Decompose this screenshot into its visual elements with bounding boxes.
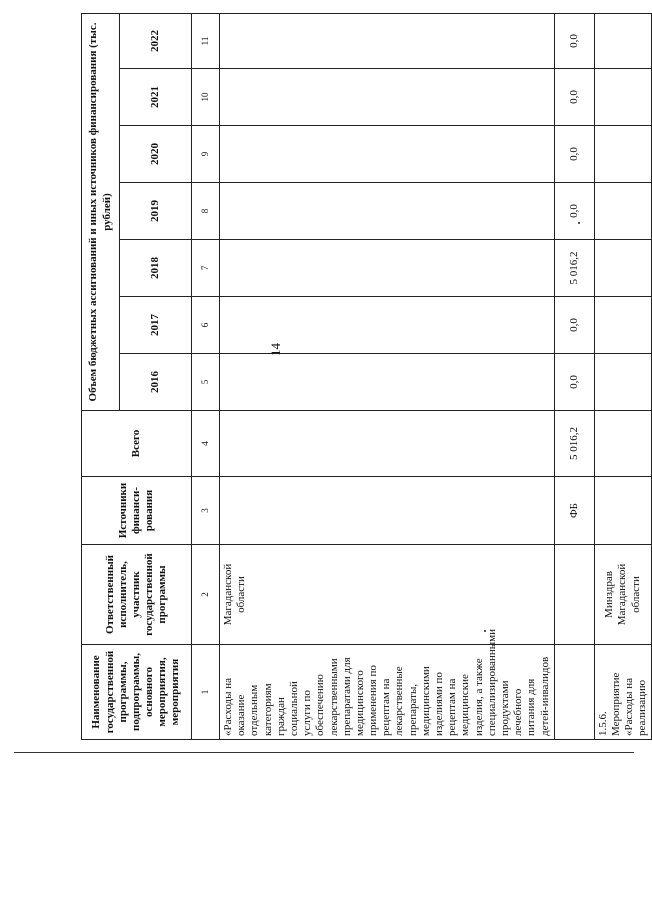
row-value-cell: 0,0 (554, 354, 594, 411)
row-source-cell (220, 477, 555, 545)
row-executor-cell (554, 545, 594, 645)
header-year: 2017 (120, 297, 192, 354)
row-value-cell (594, 69, 652, 126)
column-number: 7 (192, 240, 220, 297)
row-total-cell: 5 016,2 (554, 411, 594, 477)
row-value-cell: 0,0 (554, 13, 594, 68)
row-total-cell (594, 411, 652, 477)
funding-table (81, 13, 652, 740)
row-value-cell (594, 354, 652, 411)
row-value-cell (220, 297, 555, 354)
row-source-cell: ФБ (554, 477, 594, 545)
row-value-cell: 5 016,2 (554, 240, 594, 297)
row-value-cell: 0,0 (554, 126, 594, 183)
rotated-table-wrapper (81, 14, 649, 740)
header-total: Всего (82, 411, 192, 477)
row-total-cell (220, 411, 555, 477)
row-name-cell: 1.5.6. Мероприятие «Расходы на реализацию (594, 645, 652, 740)
row-name-cell (554, 645, 594, 740)
header-year: 2021 (120, 69, 192, 126)
header-executor: Ответственный исполнитель, участник государственной программы (82, 545, 192, 645)
row-executor-cell: Минздрав Магаданской области (594, 545, 652, 645)
header-name: Наименование государственной программы, подпрограммы, основного мероприятия, мероприятия (82, 645, 192, 740)
column-number: 4 (192, 411, 220, 477)
row-value-cell (594, 126, 652, 183)
row-value-cell (594, 13, 652, 68)
column-number: 2 (192, 545, 220, 645)
header-year: 2018 (120, 240, 192, 297)
column-number: 1 (192, 645, 220, 740)
row-value-cell: 0,0 (554, 69, 594, 126)
row-name-cell: «Расходы на оказание отдельным категориям граждан социальной услуги по обеспечению лекарственными препаратами для медицинского применения по рецептам на лекарственные препараты, медицинскими изделиями по рецептам на медицинские изделия, а также специализированными продуктами лечебного питания для детей-инвалидов (220, 645, 555, 740)
row-value-cell (594, 183, 652, 240)
header-funding-group: Объем бюджетных ассигнований и иных источников финансирования (тыс. рублей) (82, 13, 120, 410)
column-number: 11 (192, 13, 220, 68)
header-row-1 (82, 13, 120, 739)
row-value-cell (220, 126, 555, 183)
column-number: 8 (192, 183, 220, 240)
column-number: 6 (192, 297, 220, 354)
column-number: 5 (192, 354, 220, 411)
table-row (554, 13, 594, 739)
header-year: 2020 (120, 126, 192, 183)
row-value-cell (220, 354, 555, 411)
row-value-cell: 0,0 (554, 183, 594, 240)
scan-speck (578, 222, 580, 224)
row-value-cell (220, 240, 555, 297)
row-executor-cell: Магаданской области (220, 545, 555, 645)
row-value-cell (594, 297, 652, 354)
row-value-cell (220, 69, 555, 126)
header-year: 2016 (120, 354, 192, 411)
column-number: 9 (192, 126, 220, 183)
row-source-cell (594, 477, 652, 545)
column-number-row (192, 13, 220, 739)
scan-speck (484, 630, 486, 632)
row-value-cell: 0,0 (554, 297, 594, 354)
column-number: 10 (192, 69, 220, 126)
page-number: 14 (268, 343, 283, 356)
row-value-cell (220, 183, 555, 240)
header-year: 2022 (120, 13, 192, 68)
row-value-cell (594, 240, 652, 297)
header-source: Источники финанси-рования (82, 477, 192, 545)
column-number: 3 (192, 477, 220, 545)
table-row (594, 13, 652, 739)
table-row (220, 13, 555, 739)
page-bottom-rule (14, 752, 634, 753)
header-year: 2019 (120, 183, 192, 240)
row-value-cell (220, 13, 555, 68)
